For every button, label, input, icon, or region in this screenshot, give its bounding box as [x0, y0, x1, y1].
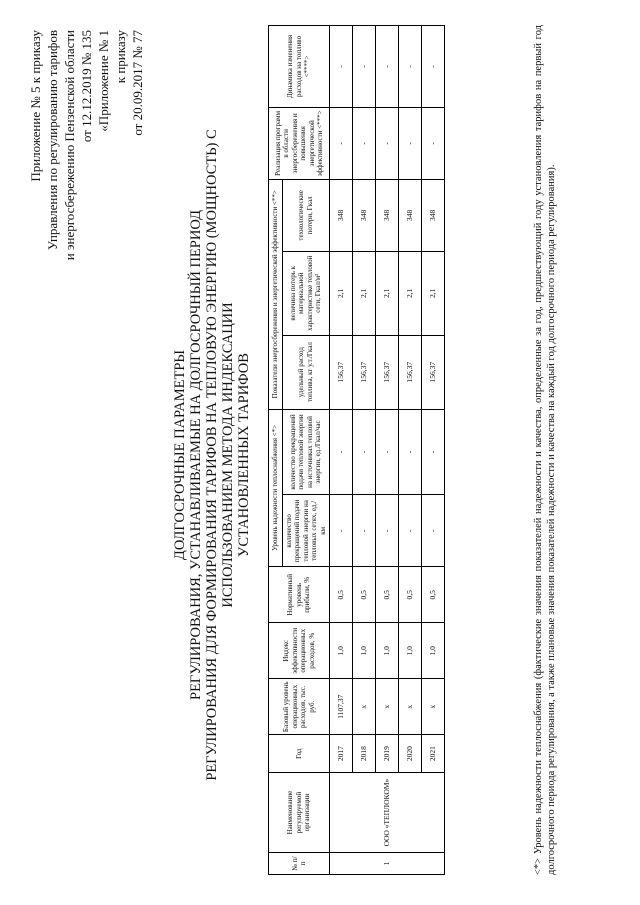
table-cell: -	[422, 409, 445, 495]
table-cell: 1,0	[376, 623, 399, 679]
table-cell: -	[376, 409, 399, 495]
appendix-header	[95, 30, 146, 136]
table-cell: ООО «ТЕПЛОКОМ»	[330, 773, 445, 853]
header-cell: технологические потери, Гкал	[282, 179, 330, 251]
table-cell: 1	[330, 853, 445, 875]
table-cell: x	[376, 679, 399, 735]
table-cell: -	[399, 409, 422, 495]
table-cell: -	[422, 26, 445, 108]
table-cell: 156,37	[353, 335, 376, 409]
table-cell: x	[422, 679, 445, 735]
table-cell: -	[399, 26, 422, 108]
table-cell: 1,0	[399, 623, 422, 679]
table-cell: -	[353, 107, 376, 179]
table-cell: 2,1	[399, 251, 422, 335]
table-cell: 1,0	[353, 623, 376, 679]
table-cell: 1107,37	[330, 679, 353, 735]
table-cell: 2,1	[330, 251, 353, 335]
title-line: ИСПОЛЬЗОВАНИЕМ МЕТОДА ИНДЕКСАЦИИ	[220, 302, 236, 608]
table-cell: 348	[422, 179, 445, 251]
table-cell: -	[330, 107, 353, 179]
table-cell: 1,0	[330, 623, 353, 679]
table-cell: 0,5	[422, 567, 445, 623]
title-line: РЕГУЛИРОВАНИЯ, УСТАНАВЛИВАЕМЫЕ НА ДОЛГОСРОЧНЫЙ ПЕРИОД	[188, 210, 204, 700]
footnote: <*> Уровень надежности теплоснабжения (фактические значения показателей надежности и качества, определенные за год, предшествующий году установления тарифов на первый год долгосрочного периода регулирования, а также плановые значения показателей надежности и качества на каждый год долгосрочного периода регулирования).	[533, 25, 557, 875]
header-line: от 12.12.2019 № 135	[79, 30, 94, 143]
table-row	[399, 26, 422, 875]
header-cell: количество прекращений подачи тепловой энергии на тепловых сетях, ед./км	[282, 495, 330, 567]
table-row	[422, 26, 445, 875]
table-cell: 156,37	[376, 335, 399, 409]
table-cell: 156,37	[330, 335, 353, 409]
table-cell: x	[353, 679, 376, 735]
table-cell: -	[353, 495, 376, 567]
header-line: Приложение № 5 к приказу	[28, 30, 43, 182]
header-cell: величина потерь к материальной характеристике тепловой сети, Гкал/м²	[282, 251, 330, 335]
title-line: УСТАНОВЛЕННЫХ ТАРИФОВ	[236, 353, 252, 557]
header-line: Управления по регулированию тарифов	[45, 30, 60, 251]
table-cell: -	[330, 409, 353, 495]
header-line: «Приложение № 1	[96, 30, 111, 132]
table-cell: 0,5	[399, 567, 422, 623]
table-cell: 348	[353, 179, 376, 251]
table-cell: 2021	[422, 735, 445, 773]
header-cell: Базовый уровень операционных расходов, тыс. руб.	[269, 679, 330, 735]
title-line: РЕГУЛИРОВАНИЯ ДЛЯ ФОРМИРОВАНИЯ ТАРИФОВ НА ТЕПЛОВУЮ ЭНЕРГИЮ (МОЩНОСТЬ) С	[204, 129, 220, 781]
header-cell: Индекс эффективности операционных расходов, %	[269, 623, 330, 679]
table-cell: 348	[376, 179, 399, 251]
header-cell: Нормативный уровень прибыли, %	[269, 567, 330, 623]
table-cell: 0,5	[330, 567, 353, 623]
header-cell: Наименование регулируемой организации	[269, 773, 330, 853]
table-header-row	[269, 26, 283, 875]
table-cell: 2,1	[376, 251, 399, 335]
table-cell: x	[399, 679, 422, 735]
table-cell: 156,37	[399, 335, 422, 409]
parameters-table	[268, 25, 445, 875]
table-cell: 0,5	[353, 567, 376, 623]
table-cell: -	[330, 26, 353, 108]
document-title	[172, 95, 252, 815]
header-cell: № п/п	[269, 853, 330, 875]
table-cell: 348	[399, 179, 422, 251]
table-row	[376, 26, 399, 875]
title-line: ДОЛГОСРОЧНЫЕ ПАРАМЕТРЫ	[172, 349, 188, 561]
table-cell: 1,0	[422, 623, 445, 679]
header-cell: Реализация программ в области энергосбережения и повышения энергетической эффективности <***>	[269, 107, 330, 179]
table-cell: -	[399, 495, 422, 567]
table-cell: -	[422, 107, 445, 179]
table-cell: -	[376, 26, 399, 108]
header-cell: Год	[269, 735, 330, 773]
table-cell: 2018	[353, 735, 376, 773]
table-cell: 156,37	[422, 335, 445, 409]
table-cell: 348	[330, 179, 353, 251]
table-cell: -	[353, 26, 376, 108]
table-cell: 2020	[399, 735, 422, 773]
table-cell: -	[422, 495, 445, 567]
header-cell: удельный расход топлива, кг у.т./Гкал	[282, 335, 330, 409]
table-cell: -	[353, 409, 376, 495]
header-line: и энергосбережению Пензенской области	[62, 30, 77, 261]
table-cell: -	[399, 107, 422, 179]
table-row	[330, 26, 353, 875]
table-row	[353, 26, 376, 875]
table-cell: -	[376, 107, 399, 179]
table-cell: 2,1	[422, 251, 445, 335]
table-cell: 2019	[376, 735, 399, 773]
header-cell: Уровень надежности теплоснабжения <*>	[269, 409, 283, 567]
table-cell: 2,1	[353, 251, 376, 335]
table-cell: 2017	[330, 735, 353, 773]
table-cell: 0,5	[376, 567, 399, 623]
table-cell: -	[376, 495, 399, 567]
header-line: от 20.09.2017 № 77	[130, 30, 145, 136]
header-cell: количество прекращений подачи тепловой энергии на источниках тепловой энергии, ед./Гкал/час	[282, 409, 330, 495]
table-cell: -	[330, 495, 353, 567]
header-line: к приказу	[113, 30, 128, 84]
header-cell: Динамика изменения расходов на топливо <****>	[269, 26, 330, 108]
header-cell: Показатели энергосбережения и энергетической эффективности <**>	[269, 179, 283, 409]
order-header	[27, 30, 95, 260]
